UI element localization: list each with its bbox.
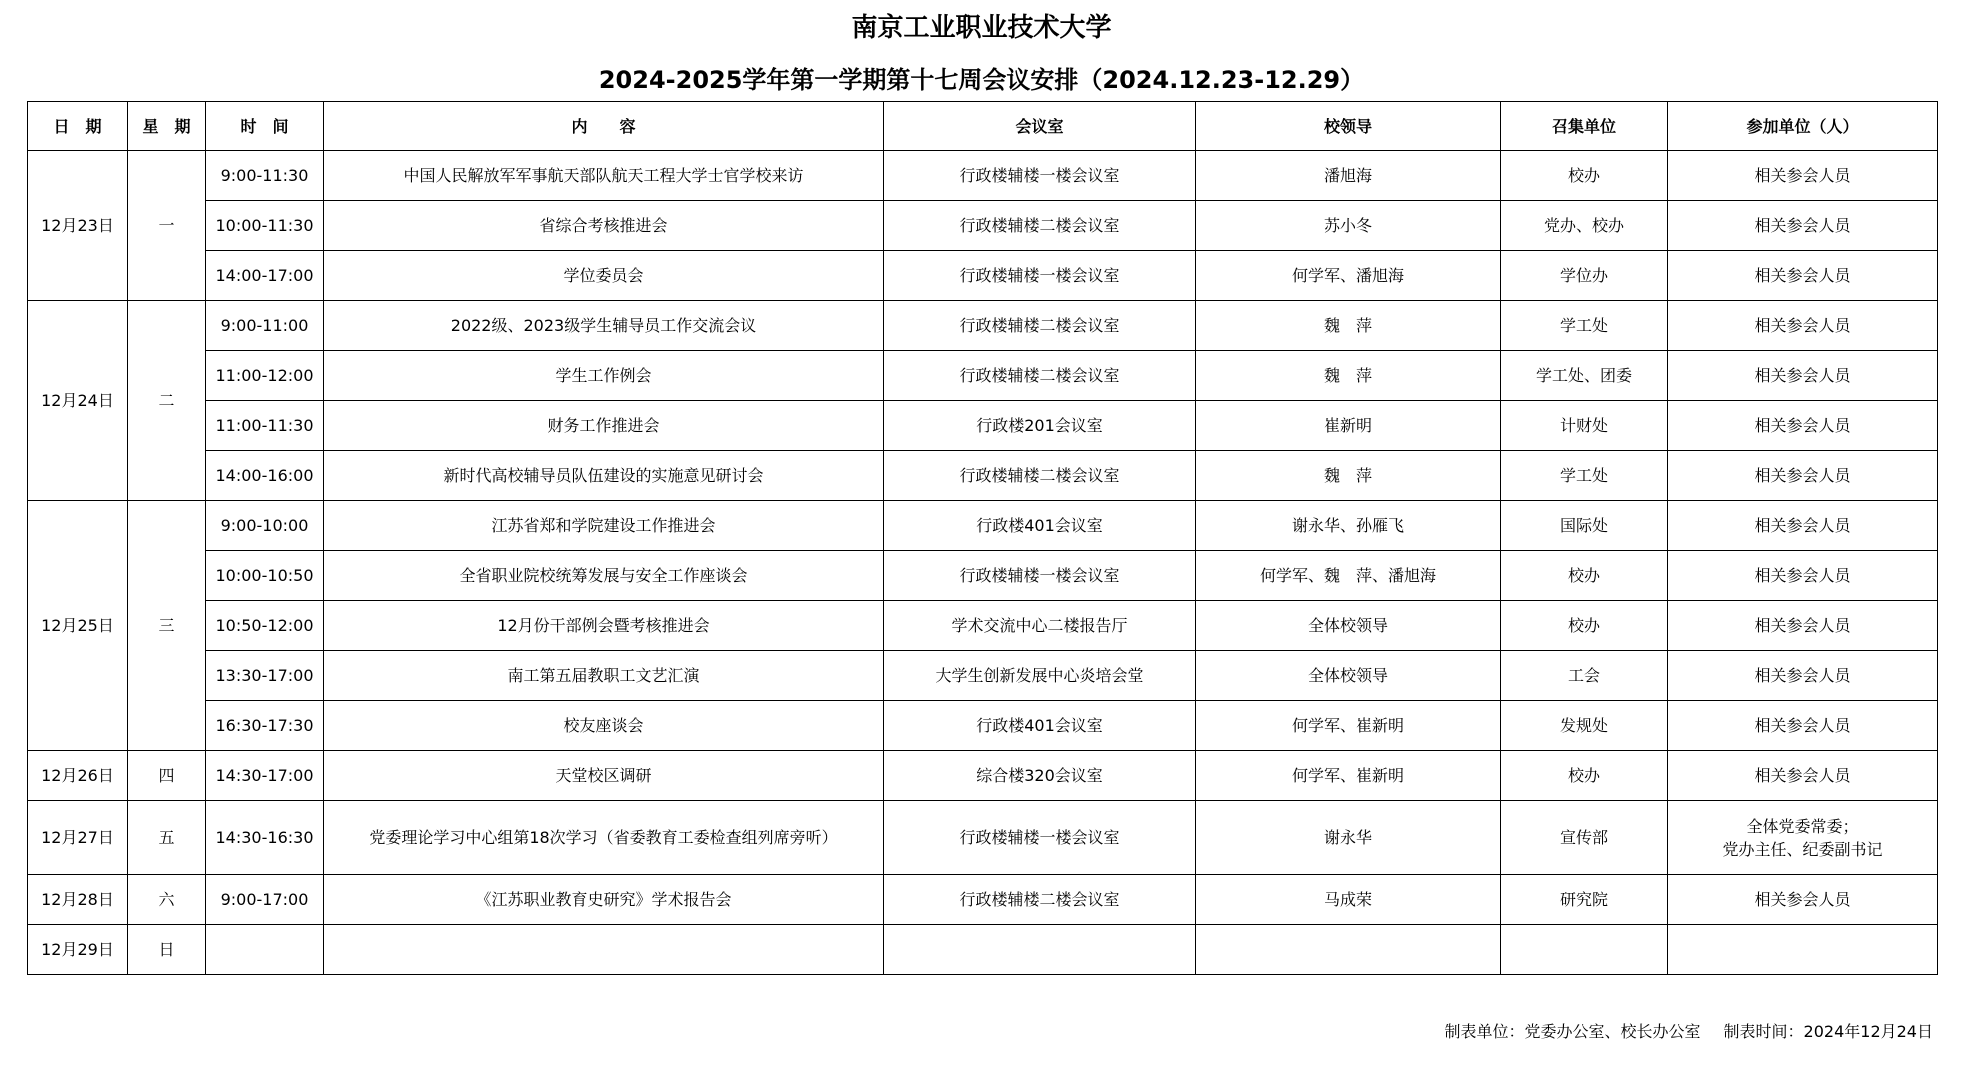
cell-room: 行政楼辅楼二楼会议室 — [884, 351, 1196, 401]
table-body — [28, 151, 1938, 975]
cell-room: 大学生创新发展中心炎培会堂 — [884, 651, 1196, 701]
cell-convener: 研究院 — [1501, 875, 1668, 925]
cell-weekday: 二 — [128, 301, 206, 501]
cell-content: 南工第五届教职工文艺汇演 — [324, 651, 884, 701]
cell-content: 党委理论学习中心组第18次学习（省委教育工委检查组列席旁听） — [324, 801, 884, 875]
cell-time: 11:00-11:30 — [206, 401, 324, 451]
cell-weekday: 六 — [128, 875, 206, 925]
header-attendees: 参加单位（人） — [1668, 102, 1938, 151]
cell-date: 12月23日 — [28, 151, 128, 301]
cell-time: 11:00-12:00 — [206, 351, 324, 401]
cell-room: 行政楼辅楼二楼会议室 — [884, 875, 1196, 925]
cell-convener: 校办 — [1501, 151, 1668, 201]
cell-convener: 国际处 — [1501, 501, 1668, 551]
table-row — [28, 401, 1938, 451]
cell-content: 全省职业院校统筹发展与安全工作座谈会 — [324, 551, 884, 601]
cell-attendees: 相关参会人员 — [1668, 401, 1938, 451]
cell-leader: 苏小冬 — [1196, 201, 1501, 251]
cell-weekday: 一 — [128, 151, 206, 301]
cell-attendees: 全体党委常委； 党办主任、纪委副书记 — [1668, 801, 1938, 875]
cell-convener: 学位办 — [1501, 251, 1668, 301]
cell-content: 新时代高校辅导员队伍建设的实施意见研讨会 — [324, 451, 884, 501]
header-leader: 校领导 — [1196, 102, 1501, 151]
cell-content: 江苏省郑和学院建设工作推进会 — [324, 501, 884, 551]
cell-time: 13:30-17:00 — [206, 651, 324, 701]
table-row — [28, 201, 1938, 251]
footer-time: 制表时间：2024年12月24日 — [1723, 1022, 1933, 1041]
header-content: 内 容 — [324, 102, 884, 151]
cell-content: 天堂校区调研 — [324, 751, 884, 801]
cell-room: 行政楼辅楼一楼会议室 — [884, 801, 1196, 875]
footer-unit: 制表单位：党委办公室、校长办公室 — [1444, 1022, 1701, 1041]
table-row — [28, 925, 1938, 975]
cell-leader: 魏 萍 — [1196, 301, 1501, 351]
cell-time: 14:00-16:00 — [206, 451, 324, 501]
cell-content: 财务工作推进会 — [324, 401, 884, 451]
cell-convener: 学工处、团委 — [1501, 351, 1668, 401]
page-title: 南京工业职业技术大学 — [851, 13, 1112, 43]
cell-room: 学术交流中心二楼报告厅 — [884, 601, 1196, 651]
cell-attendees: 相关参会人员 — [1668, 251, 1938, 301]
cell-leader: 崔新明 — [1196, 401, 1501, 451]
cell-room: 行政楼401会议室 — [884, 701, 1196, 751]
header-time: 时 间 — [206, 102, 324, 151]
cell-weekday: 四 — [128, 751, 206, 801]
cell-convener: 发规处 — [1501, 701, 1668, 751]
cell-convener: 工会 — [1501, 651, 1668, 701]
cell-leader: 魏 萍 — [1196, 451, 1501, 501]
cell-leader: 谢永华 — [1196, 801, 1501, 875]
cell-room: 行政楼辅楼二楼会议室 — [884, 201, 1196, 251]
cell-content: 中国人民解放军军事航天部队航天工程大学士官学校来访 — [324, 151, 884, 201]
cell-weekday: 日 — [128, 925, 206, 975]
table-row — [28, 301, 1938, 351]
table-row — [28, 751, 1938, 801]
cell-attendees — [1668, 925, 1938, 975]
cell-attendees: 相关参会人员 — [1668, 351, 1938, 401]
cell-leader: 魏 萍 — [1196, 351, 1501, 401]
cell-room: 行政楼401会议室 — [884, 501, 1196, 551]
cell-attendees: 相关参会人员 — [1668, 151, 1938, 201]
cell-date: 12月25日 — [28, 501, 128, 751]
cell-convener — [1501, 925, 1668, 975]
cell-time: 14:30-17:00 — [206, 751, 324, 801]
cell-leader: 马成荣 — [1196, 875, 1501, 925]
cell-attendees: 相关参会人员 — [1668, 601, 1938, 651]
cell-date: 12月29日 — [28, 925, 128, 975]
header-date: 日 期 — [28, 102, 128, 151]
cell-leader: 潘旭海 — [1196, 151, 1501, 201]
table-row — [28, 251, 1938, 301]
cell-room: 行政楼辅楼二楼会议室 — [884, 451, 1196, 501]
cell-content — [324, 925, 884, 975]
cell-attendees: 相关参会人员 — [1668, 201, 1938, 251]
table-row — [28, 151, 1938, 201]
header-convener: 召集单位 — [1501, 102, 1668, 151]
table-row — [28, 601, 1938, 651]
page-subtitle: 2024-2025学年第一学期第十七周会议安排（2024.12.23-12.29） — [598, 66, 1365, 94]
cell-content: 12月份干部例会暨考核推进会 — [324, 601, 884, 651]
cell-time: 14:30-16:30 — [206, 801, 324, 875]
cell-date: 12月28日 — [28, 875, 128, 925]
cell-weekday: 三 — [128, 501, 206, 751]
cell-content: 学位委员会 — [324, 251, 884, 301]
cell-content: 《江苏职业教育史研究》学术报告会 — [324, 875, 884, 925]
cell-weekday: 五 — [128, 801, 206, 875]
cell-convener: 学工处 — [1501, 301, 1668, 351]
cell-date: 12月26日 — [28, 751, 128, 801]
cell-leader — [1196, 925, 1501, 975]
cell-time: 9:00-10:00 — [206, 501, 324, 551]
cell-time: 16:30-17:30 — [206, 701, 324, 751]
cell-leader: 何学军、崔新明 — [1196, 701, 1501, 751]
cell-convener: 计财处 — [1501, 401, 1668, 451]
cell-attendees: 相关参会人员 — [1668, 651, 1938, 701]
cell-attendees: 相关参会人员 — [1668, 451, 1938, 501]
cell-leader: 何学军、潘旭海 — [1196, 251, 1501, 301]
cell-time — [206, 925, 324, 975]
cell-time: 10:00-11:30 — [206, 201, 324, 251]
cell-leader: 何学军、魏 萍、潘旭海 — [1196, 551, 1501, 601]
cell-leader: 谢永华、孙雁飞 — [1196, 501, 1501, 551]
cell-attendees: 相关参会人员 — [1668, 751, 1938, 801]
cell-room: 行政楼201会议室 — [884, 401, 1196, 451]
cell-attendees: 相关参会人员 — [1668, 551, 1938, 601]
table-row — [28, 801, 1938, 875]
table-row — [28, 351, 1938, 401]
cell-date: 12月24日 — [28, 301, 128, 501]
cell-room: 行政楼辅楼一楼会议室 — [884, 151, 1196, 201]
cell-convener: 党办、校办 — [1501, 201, 1668, 251]
cell-attendees: 相关参会人员 — [1668, 501, 1938, 551]
cell-content: 学生工作例会 — [324, 351, 884, 401]
header-weekday: 星 期 — [128, 102, 206, 151]
cell-room: 行政楼辅楼一楼会议室 — [884, 251, 1196, 301]
cell-convener: 宣传部 — [1501, 801, 1668, 875]
cell-convener: 学工处 — [1501, 451, 1668, 501]
table-row — [28, 651, 1938, 701]
footer — [1444, 1018, 1933, 1046]
cell-attendees: 相关参会人员 — [1668, 701, 1938, 751]
table-header-row — [28, 102, 1938, 151]
cell-time: 9:00-11:00 — [206, 301, 324, 351]
cell-content: 省综合考核推进会 — [324, 201, 884, 251]
cell-time: 9:00-17:00 — [206, 875, 324, 925]
cell-leader: 全体校领导 — [1196, 601, 1501, 651]
cell-room: 综合楼320会议室 — [884, 751, 1196, 801]
table-row — [28, 701, 1938, 751]
meeting-schedule-table — [27, 101, 1938, 975]
cell-time: 9:00-11:30 — [206, 151, 324, 201]
cell-time: 10:00-10:50 — [206, 551, 324, 601]
cell-content: 2022级、2023级学生辅导员工作交流会议 — [324, 301, 884, 351]
cell-attendees: 相关参会人员 — [1668, 301, 1938, 351]
cell-leader: 何学军、崔新明 — [1196, 751, 1501, 801]
table-row — [28, 875, 1938, 925]
cell-date: 12月27日 — [28, 801, 128, 875]
header-room: 会议室 — [884, 102, 1196, 151]
cell-content: 校友座谈会 — [324, 701, 884, 751]
table-row — [28, 501, 1938, 551]
cell-convener: 校办 — [1501, 601, 1668, 651]
cell-room: 行政楼辅楼一楼会议室 — [884, 551, 1196, 601]
cell-convener: 校办 — [1501, 551, 1668, 601]
cell-attendees: 相关参会人员 — [1668, 875, 1938, 925]
cell-room: 行政楼辅楼二楼会议室 — [884, 301, 1196, 351]
table-row — [28, 451, 1938, 501]
table-row — [28, 551, 1938, 601]
cell-time: 10:50-12:00 — [206, 601, 324, 651]
cell-room — [884, 925, 1196, 975]
cell-time: 14:00-17:00 — [206, 251, 324, 301]
cell-leader: 全体校领导 — [1196, 651, 1501, 701]
cell-convener: 校办 — [1501, 751, 1668, 801]
